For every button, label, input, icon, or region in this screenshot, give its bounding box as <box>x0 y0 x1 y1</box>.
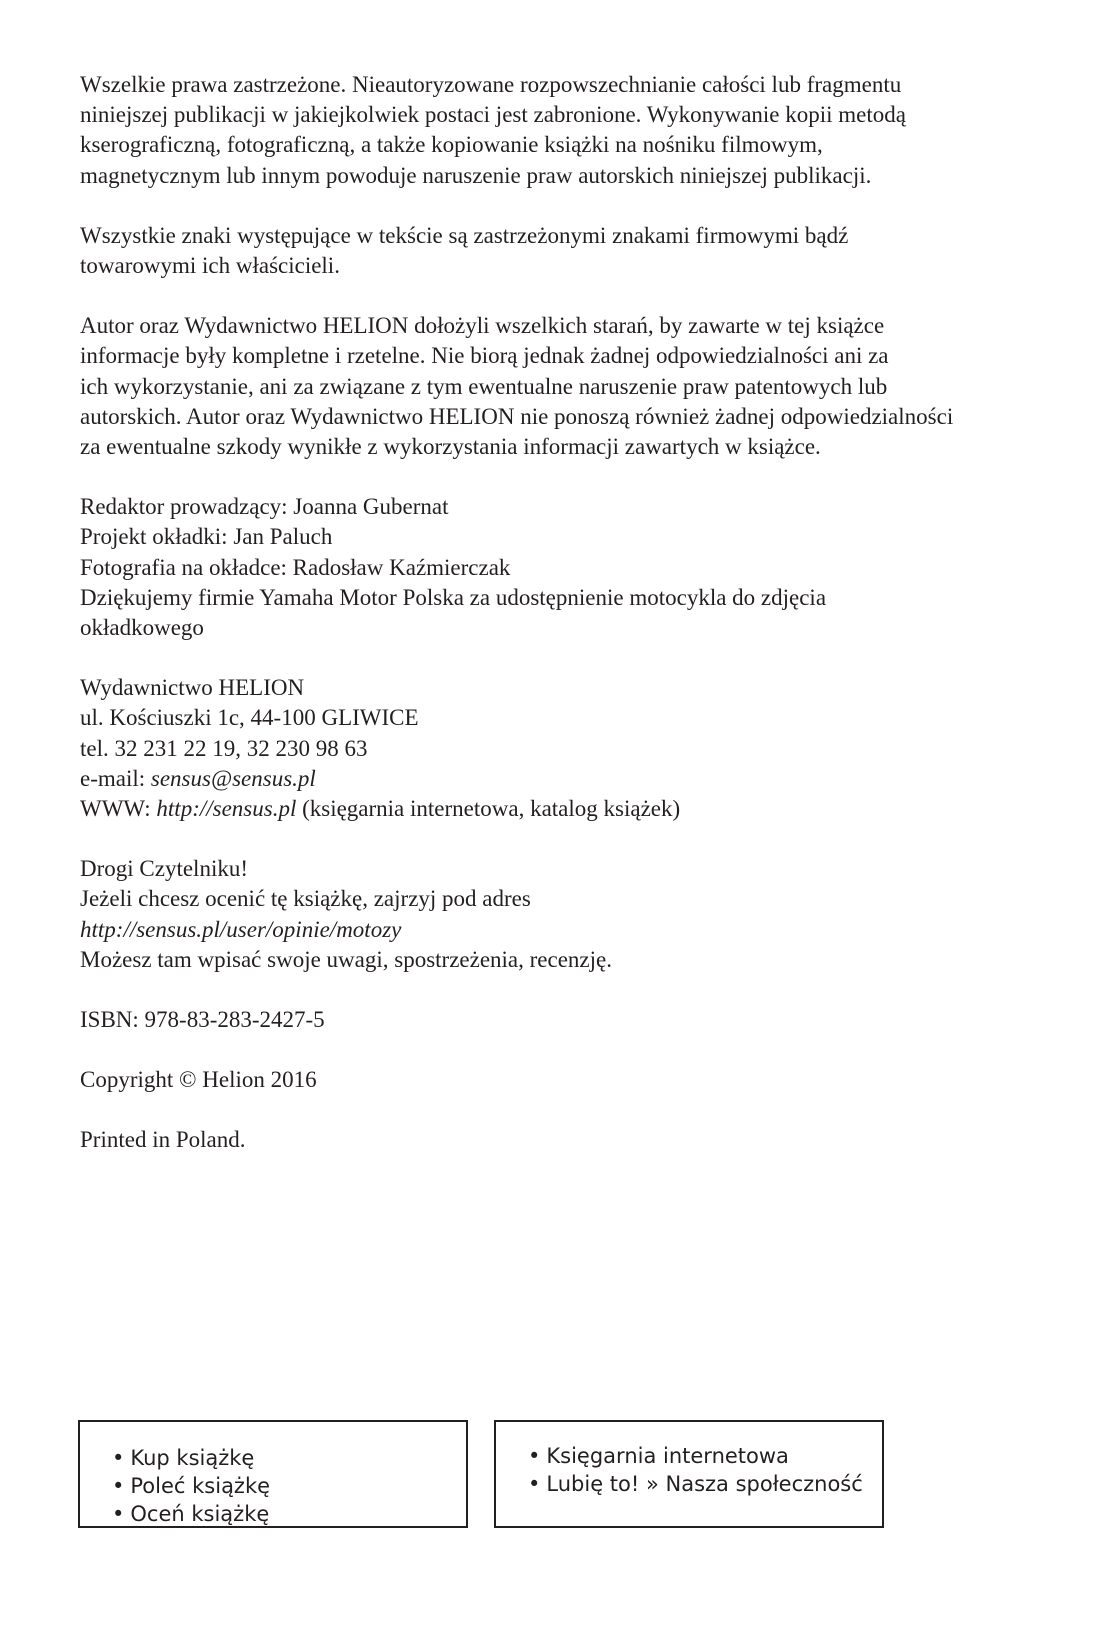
community-box <box>494 1420 884 1528</box>
copyright-paragraph <box>80 1065 1040 1095</box>
reader-line-2: Możesz tam wpisać swoje uwagi, spostrzeżenia, recenzję. <box>80 946 612 972</box>
publisher-www-line <box>80 794 1040 824</box>
rate-book-link[interactable] <box>112 1500 270 1528</box>
www-link[interactable]: http://sensus.pl <box>156 796 297 822</box>
reader-greeting: Drogi Czytelniku! <box>80 856 248 882</box>
text-line: autorskich. Autor oraz Wydawnictwo HELION nie ponoszą również żadnej odpowiedzialności <box>80 403 954 429</box>
text-line: Wszelkie prawa zastrzeżone. Nieautoryzowane rozpowszechnianie całości lub fragmentu <box>80 72 902 97</box>
bookstore-link[interactable] <box>528 1442 863 1470</box>
bullet: • <box>112 1446 125 1470</box>
link-label: Lubię to! » Nasza społeczność <box>546 1472 863 1496</box>
text-line: za ewentualne szkody wynikłe z wykorzystania informacji zawartych w książce. <box>80 434 821 460</box>
text-line: magnetycznym lub innym powoduje naruszenie praw autorskich niniejszej publikacji. <box>80 162 872 188</box>
credit-cover-photo: Fotografia na okładce: Radosław Kaźmierczak <box>80 554 511 580</box>
publisher-address: ul. Kościuszki 1c, 44-100 GLIWICE <box>80 705 419 731</box>
link-label: Kup książkę <box>130 1446 255 1470</box>
review-url-link[interactable]: http://sensus.pl/user/opinie/motozy <box>80 916 402 942</box>
publisher-email-line <box>80 764 1040 794</box>
recommend-book-link[interactable] <box>112 1472 270 1500</box>
text-line: ich wykorzystanie, ani za związane z tym ewentualne naruszenie praw patentowych lub <box>80 373 888 399</box>
credit-cover-design: Projekt okładki: Jan Paluch <box>80 524 333 550</box>
book-actions-box <box>78 1420 468 1528</box>
buy-book-link[interactable] <box>112 1444 270 1472</box>
link-label: Oceń książkę <box>130 1502 270 1526</box>
text-line: Autor oraz Wydawnictwo HELION dołożyli wszelkich starań, by zawarte w tej książce <box>80 313 885 339</box>
copyright: Copyright © Helion 2016 <box>80 1067 317 1093</box>
printed-in: Printed in Poland. <box>80 1127 246 1153</box>
credit-editor: Redaktor prowadzący: Joanna Gubernat <box>80 494 449 520</box>
community-link[interactable] <box>528 1470 863 1498</box>
email-link[interactable]: sensus@sensus.pl <box>150 765 316 791</box>
community-list <box>528 1442 863 1498</box>
credit-thanks: Dziękujemy firmie Yamaha Motor Polska za udostępnienie motocykla do zdjęcia <box>80 584 827 610</box>
publisher-block <box>80 673 1040 824</box>
printed-paragraph <box>80 1125 1040 1155</box>
email-label: e-mail: <box>80 765 151 791</box>
text-line: Wszystkie znaki występujące w tekście są zastrzeżonymi znakami firmowymi bądź <box>80 222 849 248</box>
bullet: • <box>112 1502 125 1526</box>
text-line: kserograficzną, fotograficzną, a także kopiowanie książki na nośniku filmowym, <box>80 132 823 158</box>
bullet: • <box>528 1472 541 1496</box>
credit-thanks-cont: okładkowego <box>80 615 204 641</box>
bullet: • <box>112 1474 125 1498</box>
reader-line-1: Jeżeli chcesz ocenić tę książkę, zajrzyj pod adres <box>80 886 531 912</box>
bullet: • <box>528 1444 541 1468</box>
www-note: (księgarnia internetowa, katalog książek) <box>296 796 681 822</box>
credits-paragraph <box>80 492 1040 643</box>
rights-paragraph <box>80 70 1040 191</box>
text-line: informacje były kompletne i rzetelne. Nie biorą jednak żadnej odpowiedzialności ani za <box>80 343 889 369</box>
link-label: Poleć książkę <box>130 1474 271 1498</box>
text-line: towarowymi ich właścicieli. <box>80 253 340 279</box>
reader-block <box>80 854 1040 975</box>
www-label: WWW: <box>80 796 157 822</box>
text-line: niniejszej publikacji w jakiejkolwiek postaci jest zabronione. Wykonywanie kopii metodą <box>80 102 906 128</box>
isbn: ISBN: 978-83-283-2427-5 <box>80 1007 325 1033</box>
book-actions-list <box>112 1444 270 1528</box>
publisher-phone: tel. 32 231 22 19, 32 230 98 63 <box>80 735 368 761</box>
imprint-page <box>80 70 1040 1186</box>
trademarks-paragraph <box>80 221 1040 281</box>
disclaimer-paragraph <box>80 311 1040 462</box>
publisher-name: Wydawnictwo HELION <box>80 675 305 701</box>
isbn-paragraph <box>80 1005 1040 1035</box>
link-label: Księgarnia internetowa <box>546 1444 789 1468</box>
